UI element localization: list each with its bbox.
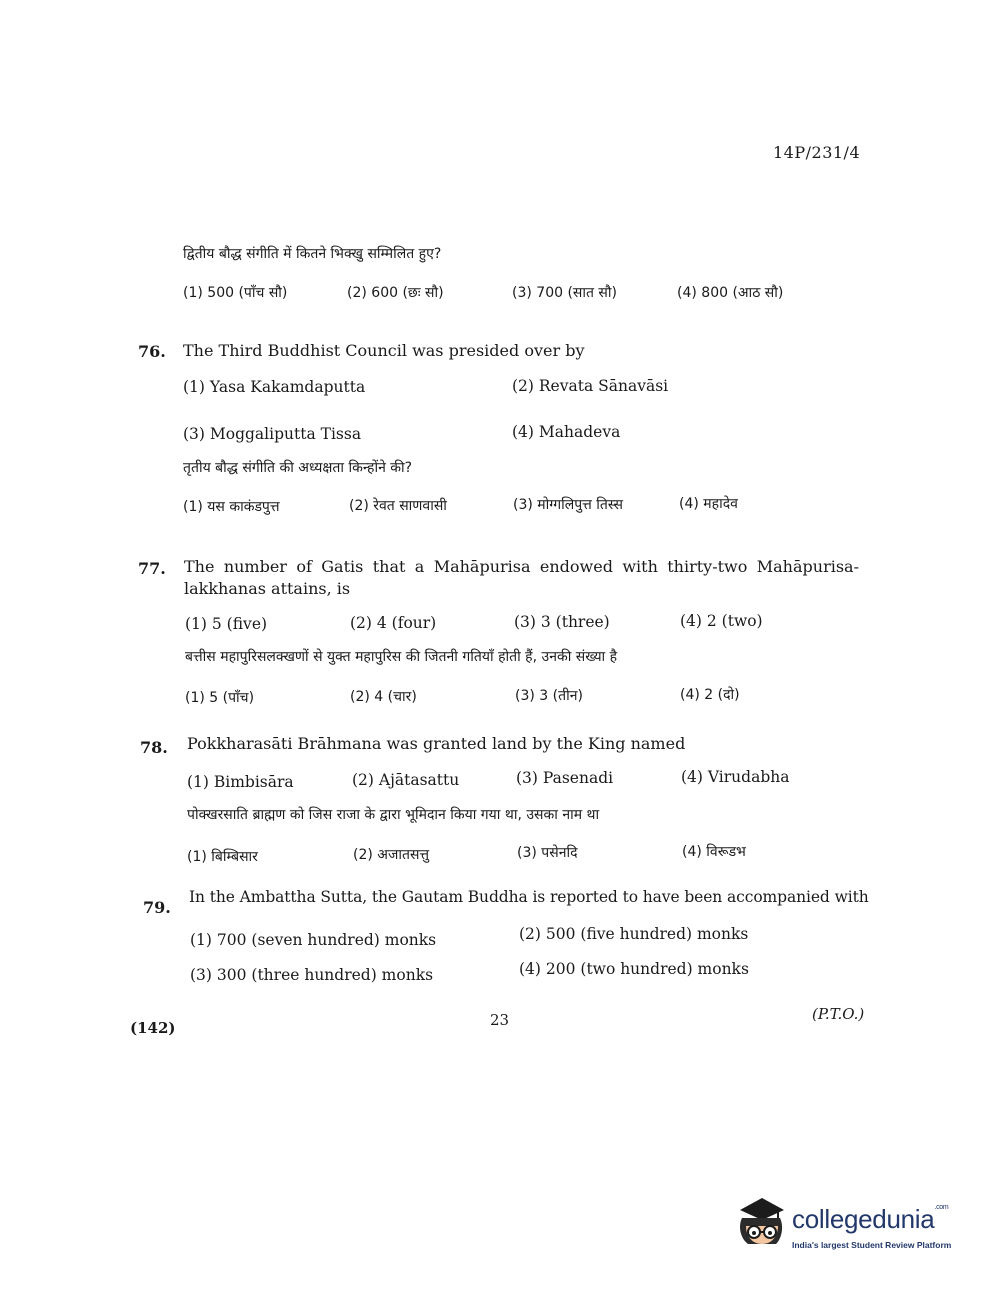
paper-code: 14P/231/4 [773, 143, 861, 162]
q75-option-2: (2) 600 (छः सौ) [347, 285, 444, 301]
q77-number: 77. [138, 559, 166, 578]
q78-option-1: (1) Bimbisāra [187, 773, 294, 791]
q77-text: The number of Gatis that a Mahāpurisa endowed with thirty-two Mahāpurisa-lakkhanas attains, is [184, 557, 859, 598]
q77-hindi-option-3: (3) 3 (तीन) [515, 688, 583, 704]
q76-number: 76. [138, 342, 166, 361]
q77-option-2: (2) 4 (four) [350, 614, 437, 632]
mascot-icon [732, 1196, 792, 1264]
q76-hindi-option-1: (1) यस काकंडपुत्त [183, 499, 280, 515]
q77-hindi-text: बत्तीस महापुरिसलक्खणों से युक्त महापुरिस की जितनी गतियाँ होती हैं, उनकी संख्या है [185, 649, 618, 665]
logo-tagline: India's largest Student Review Platform [792, 1240, 952, 1250]
q78-hindi-option-3: (3) पसेनदि [517, 845, 578, 861]
q78-hindi-text: पोक्खरसाति ब्राह्मण को जिस राजा के द्वारा भूमिदान किया गया था, उसका नाम था [187, 807, 600, 823]
q78-hindi-option-4: (4) विरूडभ [682, 844, 746, 860]
q76-hindi-text: तृतीय बौद्ध संगीति की अध्यक्षता किन्होंने की? [183, 460, 413, 476]
q77-hindi-option-4: (4) 2 (दो) [680, 687, 740, 703]
q76-option-3: (3) Moggaliputta Tissa [183, 425, 362, 443]
q79-text: In the Ambattha Sutta, the Gautam Buddha is reported to have been accompanied with [189, 888, 869, 906]
q79-option-1: (1) 700 (seven hundred) monks [190, 931, 437, 949]
q76-hindi-option-3: (3) मोग्गलिपुत्त तिस्स [513, 497, 623, 513]
q77-option-3: (3) 3 (three) [514, 613, 610, 631]
pto-label: (P.T.O.) [812, 1005, 865, 1023]
q77-option-4: (4) 2 (two) [680, 612, 763, 630]
q77-option-1: (1) 5 (five) [185, 615, 268, 633]
q75-hindi-text: द्वितीय बौद्ध संगीति में कितने भिक्खु सम्मिलित हुए? [183, 246, 442, 262]
q76-hindi-option-4: (4) महादेव [679, 496, 738, 512]
q75-option-3: (3) 700 (सात सौ) [512, 285, 617, 301]
q79-option-4: (4) 200 (two hundred) monks [519, 960, 749, 978]
q76-hindi-option-2: (2) रेवत साणवासी [349, 498, 447, 514]
q79-option-2: (2) 500 (five hundred) monks [519, 925, 749, 943]
q76-option-2: (2) Revata Sānavāsi [512, 377, 669, 395]
q78-hindi-option-2: (2) अजातसत्तु [353, 847, 430, 863]
page-number: 23 [490, 1011, 510, 1029]
q77-hindi-option-1: (1) 5 (पाँच) [185, 690, 255, 706]
q75-option-4: (4) 800 (आठ सौ) [677, 285, 784, 301]
q79-option-3: (3) 300 (three hundred) monks [190, 966, 434, 984]
collegedunia-logo [732, 1196, 962, 1264]
logo-wordmark: collegedunia$^{.com}$ [792, 1204, 949, 1234]
q78-option-3: (3) Pasenadi [516, 769, 614, 787]
q76-option-1: (1) Yasa Kakamdaputta [183, 378, 366, 396]
q76-option-4: (4) Mahadeva [512, 423, 621, 441]
q78-option-2: (2) Ajātasattu [352, 771, 460, 789]
q78-hindi-option-1: (1) बिम्बिसार [187, 849, 258, 865]
q79-number: 79. [143, 898, 171, 917]
q77-hindi-option-2: (2) 4 (चार) [350, 689, 417, 705]
footer-code: (142) [130, 1019, 176, 1037]
q78-number: 78. [140, 738, 168, 757]
q78-text: Pokkharasāti Brāhmana was granted land by the King named [187, 734, 686, 753]
q75-option-1: (1) 500 (पाँच सौ) [183, 285, 288, 301]
q76-text: The Third Buddhist Council was presided over by [183, 341, 585, 360]
q78-option-4: (4) Virudabha [681, 768, 790, 786]
